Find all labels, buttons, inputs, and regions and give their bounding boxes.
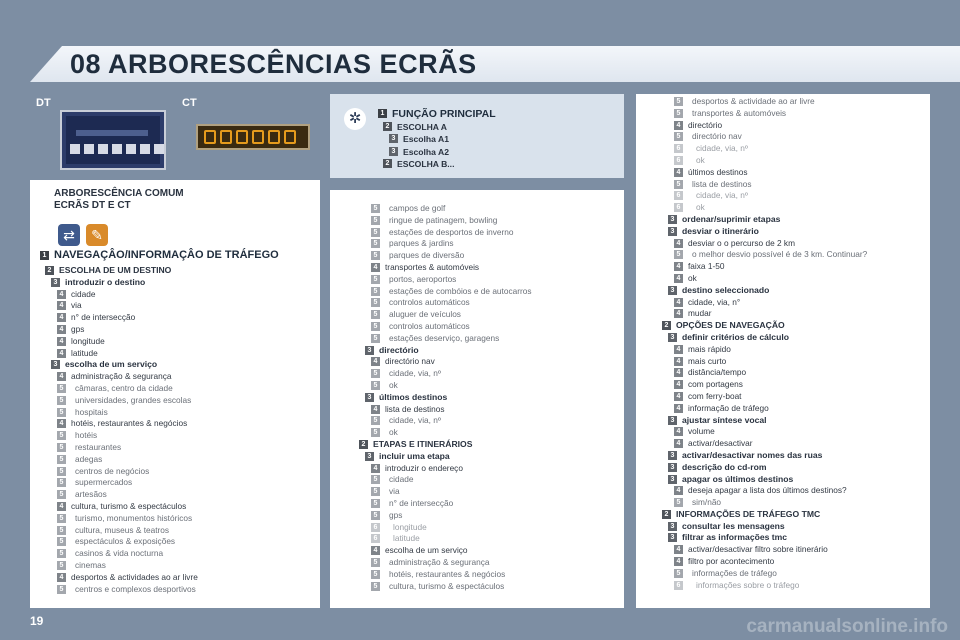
level-badge: 3	[51, 360, 60, 369]
tree-item-label: centros de negócios	[75, 465, 150, 476]
level-badge: 5	[371, 428, 380, 437]
tree-item-label: mais rápido	[688, 343, 731, 354]
level-badge: 4	[674, 345, 683, 354]
level-badge: 3	[668, 463, 677, 472]
level-badge: 3	[668, 286, 677, 295]
tree-item-label: ok	[696, 154, 705, 165]
tree-item-label: com ferry-boat	[688, 390, 742, 401]
tree-item-label: supermercados	[75, 477, 133, 488]
level-badge: 5	[57, 537, 66, 546]
tree-item-label: OPÇÕES DE NAVEGAÇÃO	[676, 320, 785, 331]
level-badge: 3	[668, 533, 677, 542]
tree-item-label: ajustar síntese vocal	[682, 414, 767, 425]
level-badge: 5	[371, 334, 380, 343]
tree-item-label: FUNÇÃO PRINCIPAL	[392, 108, 496, 120]
level-badge: 3	[668, 416, 677, 425]
tree-item-label: transportes & automóveis	[385, 261, 480, 272]
tree-item-label: cultura, turismo & espectáculos	[71, 500, 187, 511]
level-badge: 5	[57, 443, 66, 452]
tree-item-label: aluguer de veículos	[389, 309, 461, 320]
level-badge: 5	[371, 239, 380, 248]
tree-item-label: escolha de um serviço	[385, 545, 468, 556]
tree-item-label: NAVEGAÇÂO/INFORMAÇÂO DE TRÁFEGO	[54, 249, 279, 261]
tree-item-label: introduzir o endereço	[385, 462, 463, 473]
level-badge: 4	[371, 464, 380, 473]
level-badge: 5	[371, 287, 380, 296]
tree-item-label: administração & segurança	[389, 556, 490, 567]
level-badge: 5	[674, 498, 683, 507]
tree-item-label: cidade	[389, 474, 414, 485]
tree-item-label: cidade, via, n°	[688, 296, 741, 307]
tree-item-label: filtro por acontecimento	[688, 556, 775, 567]
level-badge: 3	[365, 452, 374, 461]
level-badge: 3	[51, 278, 60, 287]
tree-item-label: adegas	[75, 453, 103, 464]
level-badge: 5	[674, 180, 683, 189]
level-badge: 6	[674, 581, 683, 590]
level-badge: 5	[57, 478, 66, 487]
tree-item-label: universidades, grandes escolas	[75, 394, 192, 405]
tree-item-label: cidade, via, nº	[696, 190, 748, 201]
level-badge: 4	[57, 290, 66, 299]
tree-item-label: directório nav	[385, 356, 435, 367]
tree-item-label: activar/desactivar	[688, 438, 753, 449]
level-badge: 3	[668, 333, 677, 342]
tree-item-label: apagar os últimos destinos	[682, 473, 794, 484]
level-badge: 5	[371, 570, 380, 579]
tree-item-label: latitude	[71, 347, 98, 358]
tree-item-label: activar/desactivar filtro sobre itinerário	[688, 544, 828, 555]
tree-item-label: longitude	[71, 335, 105, 346]
level-badge: 6	[674, 203, 683, 212]
level-badge: 5	[57, 585, 66, 594]
tree-item-label: hotéis	[75, 430, 98, 441]
level-badge: 4	[57, 502, 66, 511]
level-badge: 5	[57, 408, 66, 417]
level-badge: 2	[359, 440, 368, 449]
tree-item-label: cidade, via, nº	[389, 415, 441, 426]
navigation-icon: ⇄	[58, 224, 80, 246]
tree-item-label: ok	[389, 427, 398, 438]
tree-item-label: restaurantes	[75, 441, 122, 452]
level-badge: 4	[57, 349, 66, 358]
level-badge: 3	[389, 147, 398, 156]
tree-item-label: sim/não	[692, 497, 722, 508]
level-badge: 6	[371, 523, 380, 532]
tree-item-label: lista de destinos	[692, 178, 752, 189]
tree-item-label: consultar les mensagens	[682, 520, 785, 531]
tree-item-label: estações deserviço, garagens	[389, 332, 500, 343]
level-badge: 4	[57, 573, 66, 582]
level-badge: 5	[371, 322, 380, 331]
level-badge: 5	[371, 558, 380, 567]
tree-item-label: faixa 1-50	[688, 261, 725, 272]
tree-item-label: introduzir o destino	[65, 276, 146, 287]
tree-item-label: cidade	[71, 288, 96, 299]
menu-icons	[58, 224, 108, 246]
level-badge: 2	[383, 159, 392, 168]
tree-item-label: centros e complexos desportivos	[75, 583, 196, 594]
level-badge: 5	[674, 250, 683, 259]
tree-item-label: n° de intersecção	[389, 497, 454, 508]
level-badge: 5	[371, 369, 380, 378]
level-badge: 4	[57, 301, 66, 310]
level-badge: 4	[674, 545, 683, 554]
tree-item-label: mudar	[688, 308, 712, 319]
tree-item-label: hospitais	[75, 406, 108, 417]
tree-item-label: controlos automáticos	[389, 297, 470, 308]
level-badge: 5	[371, 275, 380, 284]
level-badge: 6	[674, 144, 683, 153]
tree-item-label: com portagens	[688, 379, 743, 390]
level-badge: 1	[40, 251, 49, 260]
level-badge: 2	[662, 321, 671, 330]
level-badge: 4	[57, 313, 66, 322]
tree-item-label: desportos & actividades ao ar livre	[71, 571, 198, 582]
settings-icon: ✲	[344, 108, 366, 130]
level-badge: 4	[674, 274, 683, 283]
level-badge: 4	[371, 546, 380, 555]
level-badge: 3	[389, 134, 398, 143]
level-badge: 4	[674, 392, 683, 401]
level-badge: 3	[365, 346, 374, 355]
ct-label: CT	[182, 97, 197, 109]
tree-item-label: lista de destinos	[385, 403, 445, 414]
level-badge: 4	[57, 419, 66, 428]
level-badge: 5	[371, 251, 380, 260]
tree-item-label: casinos & vida nocturna	[75, 548, 164, 559]
tree-item-label: ESCOLHA DE UM DESTINO	[59, 265, 172, 275]
tree-item-label: portos, aeroportos	[389, 273, 457, 284]
level-badge: 5	[674, 132, 683, 141]
tree-item-label: n° de intersecção	[71, 312, 136, 323]
tree-item-label: cinemas	[75, 559, 106, 570]
level-badge: 5	[674, 569, 683, 578]
tree-item-label: ok	[688, 272, 697, 283]
tree-item-label: transportes & automóveis	[692, 107, 787, 118]
tree-item-label: Escolha A2	[403, 146, 450, 157]
level-badge: 5	[57, 526, 66, 535]
page-title: 08 ARBORESCÊNCIAS ECRÃS	[70, 49, 477, 79]
level-badge: 4	[57, 337, 66, 346]
tree-item-label: ok	[389, 379, 398, 390]
tree-item-label: latitude	[393, 533, 420, 544]
tree-item-label: activar/desactivar nomes das ruas	[682, 449, 823, 460]
tree-item-label: ringue de patinagem, bowling	[389, 214, 498, 225]
tree-item-label: destino seleccionado	[682, 284, 770, 295]
level-badge: 5	[371, 204, 380, 213]
level-badge: 2	[45, 266, 54, 275]
tree-item-label: directório	[688, 119, 723, 130]
level-badge: 5	[674, 97, 683, 106]
level-badge: 4	[371, 263, 380, 272]
level-badge: 5	[371, 582, 380, 591]
tree-item-label: informações sobre o tráfego	[696, 579, 800, 590]
level-badge: 2	[662, 510, 671, 519]
level-badge: 5	[674, 109, 683, 118]
tree-item-label: ESCOLHA A	[397, 121, 447, 132]
level-badge: 5	[57, 455, 66, 464]
tree-item-label: artesãos	[75, 489, 107, 500]
tree-item-label: o melhor desvio possível é de 3 km. Continuar?	[692, 249, 868, 260]
tree-item-label: escolha de um serviço	[65, 359, 158, 370]
level-badge: 4	[57, 372, 66, 381]
function-legend-box	[330, 94, 624, 178]
tree-item-label: mais curto	[688, 355, 727, 366]
level-badge: 5	[57, 467, 66, 476]
level-badge: 4	[674, 357, 683, 366]
watermark: carmanualsonline.info	[746, 616, 948, 637]
tree-item-label: hotéis, restaurantes & negócios	[71, 418, 188, 429]
level-badge: 3	[668, 451, 677, 460]
tree-item-label: definir critérios de cálculo	[682, 331, 789, 342]
level-badge: 4	[371, 357, 380, 366]
tree-item-label: gps	[71, 323, 85, 334]
tree-item-label: via	[389, 486, 400, 497]
tree-item-label: desviar o o percurso de 2 km	[688, 237, 795, 248]
traffic-icon: ✎	[86, 224, 108, 246]
level-badge: 5	[371, 499, 380, 508]
level-badge: 3	[668, 475, 677, 484]
tree-item-label: administração & segurança	[71, 371, 172, 382]
tree-item-label: informações de tráfego	[692, 567, 777, 578]
tree-item-label: cultura, turismo & espectáculos	[389, 580, 505, 591]
level-badge: 3	[668, 215, 677, 224]
tree-item-label: incluir uma etapa	[379, 450, 450, 461]
level-badge: 3	[668, 522, 677, 531]
level-badge: 5	[371, 228, 380, 237]
tree-item-label: câmaras, centro da cidade	[75, 382, 173, 393]
level-badge: 5	[57, 549, 66, 558]
level-badge: 6	[674, 191, 683, 200]
tree-item-label: cidade, via, nº	[696, 143, 748, 154]
level-badge: 5	[371, 487, 380, 496]
level-badge: 6	[371, 534, 380, 543]
tree-item-label: gps	[389, 509, 403, 520]
dt-label: DT	[36, 97, 51, 109]
tree-item-label: desportos & actividade ao ar livre	[692, 96, 815, 106]
level-badge: 5	[57, 514, 66, 523]
tree-item-label: ordenar/suprimir etapas	[682, 213, 781, 224]
level-badge: 5	[371, 381, 380, 390]
tree-item-label: descrição do cd-rom	[682, 461, 767, 472]
tree-item-label: directório nav	[692, 131, 742, 142]
tree-item-label: ok	[696, 202, 705, 213]
level-badge: 6	[674, 156, 683, 165]
tree-item-label: informação de tráfego	[688, 402, 769, 413]
tree-item-label: parques de diversão	[389, 250, 465, 261]
level-badge: 3	[365, 393, 374, 402]
common-tree-heading: ARBORESCÊNCIA COMUM ECRÃS DT E CT	[54, 188, 184, 211]
level-badge: 1	[378, 109, 387, 118]
page-number: 19	[30, 614, 44, 628]
level-badge: 5	[57, 431, 66, 440]
level-badge: 4	[674, 239, 683, 248]
level-badge: 4	[674, 380, 683, 389]
level-badge: 4	[674, 427, 683, 436]
level-badge: 5	[371, 416, 380, 425]
level-badge: 4	[371, 405, 380, 414]
level-badge: 4	[674, 404, 683, 413]
tree-item-label: cidade, via, nº	[389, 368, 441, 379]
tree-item-label: Escolha A1	[403, 134, 450, 144]
level-badge: 4	[674, 121, 683, 130]
tree-item-label: directório	[379, 344, 419, 355]
level-badge: 5	[57, 490, 66, 499]
tree-item-label: controlos automáticos	[389, 320, 470, 331]
level-badge: 5	[57, 384, 66, 393]
level-badge: 4	[674, 298, 683, 307]
level-badge: 4	[57, 325, 66, 334]
level-badge: 5	[371, 475, 380, 484]
tree-item-label: hotéis, restaurantes & negócios	[389, 568, 506, 579]
tree-item-label: ETAPAS E ITINERÁRIOS	[373, 438, 473, 449]
level-badge: 4	[674, 439, 683, 448]
tree-item-label: turismo, monumentos históricos	[75, 512, 193, 523]
level-badge: 5	[371, 216, 380, 225]
tree-item-label: desviar o itinerário	[682, 225, 759, 236]
tree-item-label: últimos destinos	[379, 391, 448, 402]
tree-item-label: parques & jardins	[389, 238, 454, 249]
level-badge: 5	[371, 310, 380, 319]
level-badge: 5	[57, 396, 66, 405]
level-badge: 5	[57, 561, 66, 570]
level-badge: 5	[371, 298, 380, 307]
level-badge: 4	[674, 262, 683, 271]
level-badge: 4	[674, 557, 683, 566]
level-badge: 3	[668, 227, 677, 236]
level-badge: 5	[371, 511, 380, 520]
level-badge: 4	[674, 309, 683, 318]
tree-item-label: estações de desportos de inverno	[389, 226, 514, 237]
tree-item-label: longitude	[393, 521, 427, 532]
tree-item-label: últimos destinos	[688, 166, 748, 177]
tree-item-label: INFORMAÇÕES DE TRÁFEGO TMC	[676, 508, 821, 519]
tree-item-label: distância/tempo	[688, 367, 747, 378]
level-badge: 4	[674, 168, 683, 177]
level-badge: 4	[674, 486, 683, 495]
dt-screen-thumbnail	[60, 110, 166, 170]
level-badge: 2	[383, 122, 392, 131]
level-badge: 4	[674, 368, 683, 377]
tree-item-label: cultura, museus & teatros	[75, 524, 170, 535]
tree-item-label: deseja apagar a lista dos últimos destinos?	[688, 485, 847, 496]
ct-screen-thumbnail	[196, 124, 310, 150]
tree-item-label: filtrar as informações tmc	[682, 532, 788, 543]
tree-item-label: via	[71, 300, 82, 311]
tree-item-label: volume	[688, 426, 715, 437]
tree-item-label: estações de combóios e de autocarros	[389, 285, 532, 296]
tree-item-label: campos de golf	[389, 203, 446, 213]
tree-item-label: espectáculos & exposições	[75, 536, 176, 547]
tree-item-label: ESCOLHA B...	[397, 159, 455, 169]
